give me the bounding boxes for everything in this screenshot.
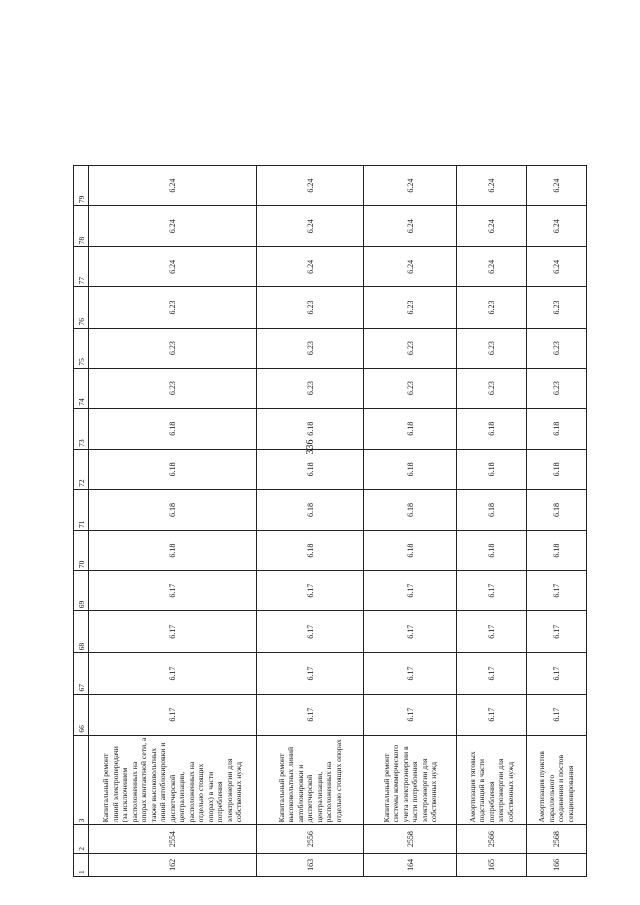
- value-cell: 6.18: [457, 449, 526, 489]
- column-header: 3: [74, 735, 89, 825]
- value-cell: 6.17: [457, 653, 526, 694]
- value-cell: 6.17: [363, 611, 457, 653]
- value-cell: 6.18: [89, 531, 257, 571]
- value-cell: 6.18: [457, 489, 526, 530]
- value-cell: 6.18: [257, 449, 363, 489]
- row-number: 162: [89, 853, 257, 876]
- value-cell: 6.23: [89, 287, 257, 328]
- row-name: Капитальный ремонт линий электропередачи (за исключением расположенных на опорах контактной сети, а также высоковольтных линий автоблокировки и диспетчерской централизации, расположенных на отдельно стоящих опорах) в части потребления электроэнергии для собственных нужд: [89, 735, 257, 825]
- value-cell: 6.23: [457, 368, 526, 408]
- row-number: 163: [257, 853, 363, 876]
- column-header: 72: [74, 449, 89, 489]
- value-cell: 6.17: [363, 653, 457, 694]
- value-cell: 6.17: [457, 611, 526, 653]
- row-code: 2556: [257, 825, 363, 853]
- value-cell: 6.17: [257, 611, 363, 653]
- value-cell: 6.17: [363, 571, 457, 611]
- column-header: 77: [74, 247, 89, 287]
- value-cell: 6.24: [257, 247, 363, 287]
- row-name: Капитальный ремонт системы коммерческого учета электроэнергии в части потребления электроэнергии для собственных нужд: [363, 735, 457, 825]
- row-name: Капитальный ремонт высоковольтных линий автоблокировки и диспетчерской централизации, расположенных на отдельно стоящих опорах: [257, 735, 363, 825]
- rotated-table-container: [73, 165, 587, 877]
- value-cell: 6.18: [89, 449, 257, 489]
- value-cell: 6.17: [89, 694, 257, 735]
- value-cell: 6.23: [457, 328, 526, 368]
- row-code: 2558: [363, 825, 457, 853]
- column-header: 79: [74, 166, 89, 206]
- value-cell: 6.23: [526, 368, 586, 408]
- value-cell: 6.23: [457, 287, 526, 328]
- row-name: Амортизация пунктов параллельного соединения и постов секционирования: [526, 735, 586, 825]
- row-number: 164: [363, 853, 457, 876]
- value-cell: 6.24: [257, 166, 363, 206]
- value-cell: 6.17: [89, 571, 257, 611]
- value-cell: 6.24: [257, 206, 363, 247]
- table-row: [257, 166, 363, 877]
- value-cell: 6.23: [363, 368, 457, 408]
- value-cell: 6.17: [89, 653, 257, 694]
- column-header: 1: [74, 853, 89, 876]
- page-number: 336: [305, 439, 316, 455]
- value-cell: 6.18: [526, 489, 586, 530]
- value-cell: 6.17: [363, 694, 457, 735]
- row-number: 166: [526, 853, 586, 876]
- value-cell: 6.23: [363, 328, 457, 368]
- value-cell: 6.24: [363, 247, 457, 287]
- value-cell: 6.17: [526, 653, 586, 694]
- table-row: [363, 166, 457, 877]
- value-cell: 6.23: [257, 328, 363, 368]
- value-cell: 6.24: [89, 166, 257, 206]
- value-cell: 6.18: [89, 408, 257, 449]
- value-cell: 6.24: [526, 247, 586, 287]
- value-cell: 6.24: [363, 166, 457, 206]
- value-cell: 6.18: [526, 449, 586, 489]
- value-cell: 6.18: [257, 408, 363, 449]
- value-cell: 6.18: [363, 408, 457, 449]
- value-cell: 6.24: [457, 206, 526, 247]
- row-code: 2554: [89, 825, 257, 853]
- value-cell: 6.18: [89, 489, 257, 530]
- data-table: [73, 165, 587, 877]
- value-cell: 6.23: [89, 328, 257, 368]
- value-cell: 6.24: [89, 206, 257, 247]
- value-cell: 6.18: [257, 531, 363, 571]
- header-row: [74, 166, 89, 877]
- row-name: Амортизация тяговых подстанций в части потребления электроэнергии для собственных нужд: [457, 735, 526, 825]
- value-cell: 6.24: [457, 166, 526, 206]
- column-header: 73: [74, 408, 89, 449]
- table-row: [89, 166, 257, 877]
- column-header: 69: [74, 571, 89, 611]
- value-cell: 6.18: [363, 531, 457, 571]
- value-cell: 6.17: [526, 694, 586, 735]
- value-cell: 6.17: [89, 611, 257, 653]
- value-cell: 6.17: [257, 571, 363, 611]
- value-cell: 6.18: [457, 408, 526, 449]
- table-row: [526, 166, 586, 877]
- value-cell: 6.18: [363, 489, 457, 530]
- value-cell: 6.23: [526, 328, 586, 368]
- row-number: 165: [457, 853, 526, 876]
- value-cell: 6.18: [457, 531, 526, 571]
- value-cell: 6.24: [526, 206, 586, 247]
- column-header: 68: [74, 611, 89, 653]
- value-cell: 6.18: [526, 408, 586, 449]
- value-cell: 6.17: [526, 611, 586, 653]
- value-cell: 6.18: [526, 531, 586, 571]
- column-header: 75: [74, 328, 89, 368]
- value-cell: 6.17: [257, 653, 363, 694]
- value-cell: 6.17: [257, 694, 363, 735]
- column-header: 70: [74, 531, 89, 571]
- value-cell: 6.23: [257, 287, 363, 328]
- row-code: 2566: [457, 825, 526, 853]
- column-header: 78: [74, 206, 89, 247]
- value-cell: 6.23: [526, 287, 586, 328]
- value-cell: 6.17: [526, 571, 586, 611]
- column-header: 2: [74, 825, 89, 853]
- value-cell: 6.23: [257, 368, 363, 408]
- column-header: 74: [74, 368, 89, 408]
- value-cell: 6.18: [257, 489, 363, 530]
- value-cell: 6.24: [363, 206, 457, 247]
- value-cell: 6.24: [89, 247, 257, 287]
- value-cell: 6.18: [363, 449, 457, 489]
- column-header: 67: [74, 653, 89, 694]
- table-row: [457, 166, 526, 877]
- column-header: 66: [74, 694, 89, 735]
- row-code: 2568: [526, 825, 586, 853]
- value-cell: 6.23: [89, 368, 257, 408]
- value-cell: 6.17: [457, 571, 526, 611]
- value-cell: 6.24: [526, 166, 586, 206]
- column-header: 76: [74, 287, 89, 328]
- value-cell: 6.24: [457, 247, 526, 287]
- column-header: 71: [74, 489, 89, 530]
- value-cell: 6.17: [457, 694, 526, 735]
- value-cell: 6.23: [363, 287, 457, 328]
